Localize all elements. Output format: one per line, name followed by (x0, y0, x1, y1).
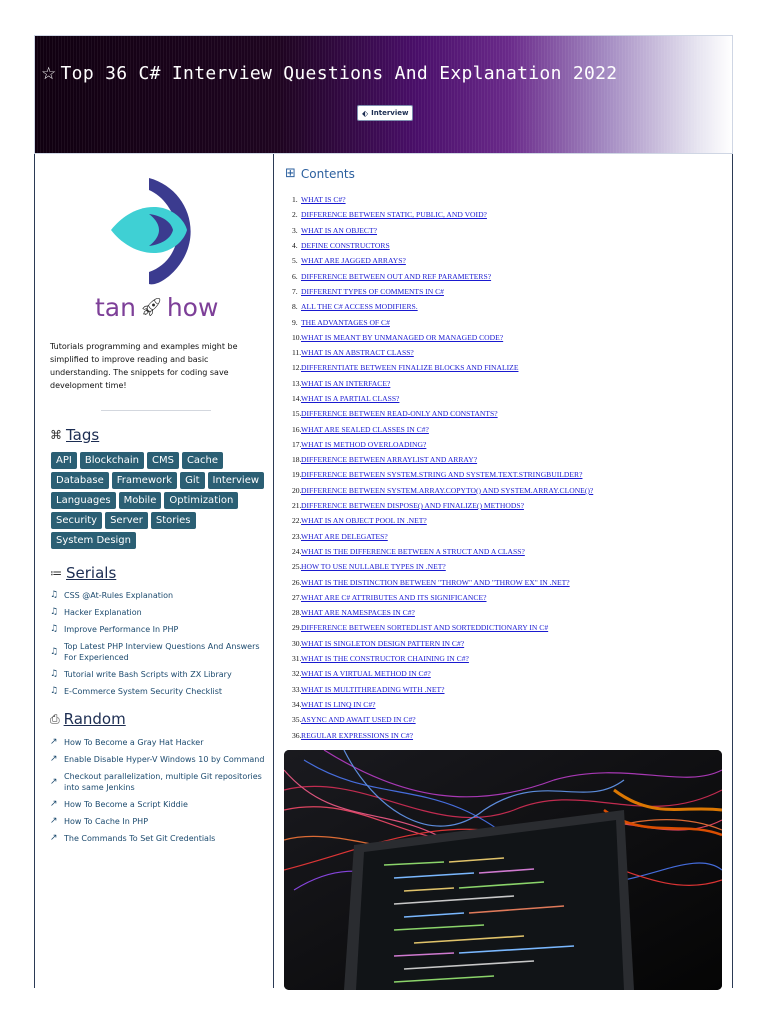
trend-arrow-icon: ↗ (50, 799, 58, 809)
toc-item[interactable]: 27. WHAT ARE C# ATTRIBUTES AND ITS SIGNIFICANCE? (292, 592, 487, 602)
tag-item[interactable]: Mobile (119, 492, 162, 509)
toc-item[interactable]: 6. DIFFERENCE BETWEEN OUT AND REF PARAMETERS? (292, 271, 492, 281)
serial-item[interactable]: ♫ E-Commerce System Security Checklist (50, 686, 223, 696)
article-cover-image (284, 750, 722, 990)
toc-item[interactable]: 31. WHAT IS THE CONSTRUCTOR CHAINING IN C#? (292, 654, 469, 664)
toc-item[interactable]: 5. WHAT ARE JAGGED ARRAYS? (292, 256, 406, 266)
toc-item[interactable]: 18. DIFFERENCE BETWEEN ARRAYLIST AND ARRAY? (292, 455, 478, 465)
laptop-code-illustration (284, 750, 722, 990)
random-heading: ⎙ Random (50, 710, 126, 728)
toc-item[interactable]: 34. WHAT IS LINQ IN C#? (292, 699, 376, 709)
sidebar (34, 154, 274, 988)
random-item[interactable]: ↗ The Commands To Set Git Credentials (50, 833, 216, 843)
random-item[interactable]: ↗ How To Become a Gray Hat Hacker (50, 737, 204, 747)
toc-item[interactable]: 28. WHAT ARE NAMESPACES IN C#? (292, 608, 415, 618)
toc-item[interactable]: 13. WHAT IS AN INTERFACE? (292, 378, 391, 388)
toc-item[interactable]: 36. REGULAR EXPRESSIONS IN C#? (292, 730, 414, 740)
toc-item[interactable]: 32. WHAT IS A VIRTUAL METHOD IN C#? (292, 669, 431, 679)
trend-arrow-icon: ↗ (50, 816, 58, 826)
serial-item[interactable]: ♫ Top Latest PHP Interview Questions And Answers For Experienced (50, 642, 260, 662)
toc-item[interactable]: 12. DIFFERENTIATE BETWEEN FINALIZE BLOCKS AND FINALIZE (292, 363, 519, 373)
tag-icon: ⬖ (362, 108, 369, 118)
tag-item[interactable]: Server (105, 512, 148, 529)
article-main (274, 154, 733, 988)
toc-item[interactable]: 9. THE ADVANTAGES OF C# (292, 317, 390, 327)
toc-item[interactable]: 35. ASYNC AND AWAIT USED IN C#? (292, 715, 416, 725)
tag-item[interactable]: API (51, 452, 77, 469)
music-note-icon: ♫ (50, 607, 59, 617)
toc-item[interactable]: 20. DIFFERENCE BETWEEN SYSTEM.ARRAY.COPYTO() AND SYSTEM.ARRAY.CLONE()? (292, 485, 594, 495)
toc-item[interactable]: 14. WHAT IS A PARTIAL CLASS? (292, 394, 400, 403)
serial-item[interactable]: ♫ Hacker Explanation (50, 607, 142, 617)
tag-item[interactable]: CMS (147, 452, 179, 469)
toc-item[interactable]: 23. WHAT ARE DELEGATES? (292, 531, 388, 541)
toc-item[interactable]: 1. WHAT IS C#? (292, 195, 346, 205)
site-description: Tutorials programming and examples might be simplified to improve reading and basic understanding. The snippets for coding save development time! (50, 342, 238, 390)
toc-item[interactable]: 21. DIFFERENCE BETWEEN DISPOSE() AND FINALIZE() METHODS? (292, 501, 524, 511)
tags-icon: ⌘ (50, 428, 62, 442)
tag-item[interactable]: Blockchain (80, 452, 144, 469)
toc-item[interactable]: 16. WHAT ARE SEALED CLASSES IN C#? (292, 424, 429, 434)
serials-heading: ≔ Serials (50, 564, 117, 582)
tag-item[interactable]: Framework (112, 472, 177, 489)
music-note-icon: ♫ (50, 686, 59, 696)
toc-item[interactable]: 30. WHAT IS SINGLETON DESIGN PATTERN IN C#? (292, 638, 465, 648)
tag-item[interactable]: Stories (151, 512, 196, 529)
toc-item[interactable]: 29. DIFFERENCE BETWEEN SORTEDLIST AND SORTEDDICTIONARY IN C# (292, 623, 549, 633)
toc-item[interactable]: 33. WHAT IS MULTITHREADING WITH .NET? (292, 684, 445, 694)
sidebar-divider (101, 410, 211, 411)
toc-item[interactable]: 19. DIFFERENCE BETWEEN SYSTEM.STRING AND SYSTEM.TEXT.STRINGBUILDER? (292, 470, 583, 480)
tag-item[interactable]: Optimization (164, 492, 238, 509)
tag-item[interactable]: Interview (208, 472, 265, 489)
random-item[interactable]: ↗ Enable Disable Hyper-V Windows 10 by Command (50, 754, 265, 764)
site-logo[interactable] (109, 176, 199, 286)
contents-heading: ⊞ Contents (285, 166, 355, 181)
serials-list (50, 590, 265, 703)
random-list (50, 737, 265, 850)
music-note-icon: ♫ (50, 669, 59, 679)
toc-item[interactable]: 22. WHAT IS AN OBJECT POOL IN .NET? (292, 516, 427, 526)
toc-item[interactable]: 24. WHAT IS THE DIFFERENCE BETWEEN A STRUCT AND A CLASS? (292, 546, 525, 556)
trend-arrow-icon: ↗ (50, 754, 58, 764)
serial-item[interactable]: ♫ Improve Performance In PHP (50, 624, 179, 634)
header-tag-interview[interactable]: ⬖ Interview (357, 105, 413, 121)
toc-item[interactable]: 8. ALL THE C# ACCESS MODIFIERS. (292, 302, 418, 312)
toc-item[interactable]: 26. WHAT IS THE DISTINCTION BETWEEN "THROW" AND "THROW EX" IN .NET? (292, 577, 570, 587)
trend-arrow-icon: ↗ (50, 776, 58, 787)
site-brand[interactable]: tan 🚀︎ how (95, 293, 219, 322)
trend-arrow-icon: ↗ (50, 737, 58, 747)
tag-item[interactable]: System Design (51, 532, 136, 549)
tags-heading: ⌘ Tags (50, 426, 100, 444)
toc-item[interactable]: 10. WHAT IS MEANT BY UNMANAGED OR MANAGED CODE? (292, 332, 504, 342)
serial-item[interactable]: ♫ Tutorial write Bash Scripts with ZX Library (50, 669, 232, 679)
tag-item[interactable]: Languages (51, 492, 116, 509)
tag-item[interactable]: Cache (182, 452, 223, 469)
toc-item[interactable]: 11. WHAT IS AN ABSTRACT CLASS? (292, 348, 414, 358)
toc-item[interactable]: 25. HOW TO USE NULLABLE TYPES IN .NET? (292, 562, 446, 572)
gift-box-icon: ⊞ (285, 166, 296, 181)
toc-item[interactable]: 15. DIFFERENCE BETWEEN READ-ONLY AND CONSTANTS? (292, 409, 498, 419)
tag-cloud (51, 452, 266, 549)
page-header (34, 35, 733, 154)
toc-item[interactable]: 4. DEFINE CONSTRUCTORS (292, 241, 390, 251)
serial-item[interactable]: ♫ CSS @At-Rules Explanation (50, 590, 174, 600)
tag-item[interactable]: Git (180, 472, 204, 489)
tag-item[interactable]: Security (51, 512, 102, 529)
rocket-icon: 🚀︎ (139, 297, 163, 318)
trend-arrow-icon: ↗ (50, 833, 58, 843)
tag-item[interactable]: Database (51, 472, 109, 489)
toc-item[interactable]: 3. WHAT IS AN OBJECT? (292, 225, 378, 235)
toc-item[interactable]: 17. WHAT IS METHOD OVERLOADING? (292, 439, 427, 449)
table-of-contents (292, 192, 722, 743)
music-note-icon: ♫ (50, 624, 59, 634)
random-item[interactable]: ↗ Checkout parallelization, multiple Git repositories into same Jenkins (50, 772, 262, 792)
page-title: ☆ Top 36 C# Interview Questions And Explanation 2022 (41, 63, 618, 84)
toc-item[interactable]: 7. DIFFERENT TYPES OF COMMENTS IN C# (292, 286, 444, 296)
toc-item[interactable]: 2. DIFFERENCE BETWEEN STATIC, PUBLIC, AND VOID? (292, 210, 487, 220)
music-note-icon: ♫ (50, 590, 59, 600)
list-icon: ≔ (50, 566, 62, 580)
star-icon: ☆ (41, 63, 57, 84)
printer-icon: ⎙ (50, 711, 60, 726)
random-item[interactable]: ↗ How To Become a Script Kiddie (50, 799, 188, 809)
random-item[interactable]: ↗ How To Cache In PHP (50, 816, 149, 826)
music-note-icon: ♫ (50, 646, 59, 657)
